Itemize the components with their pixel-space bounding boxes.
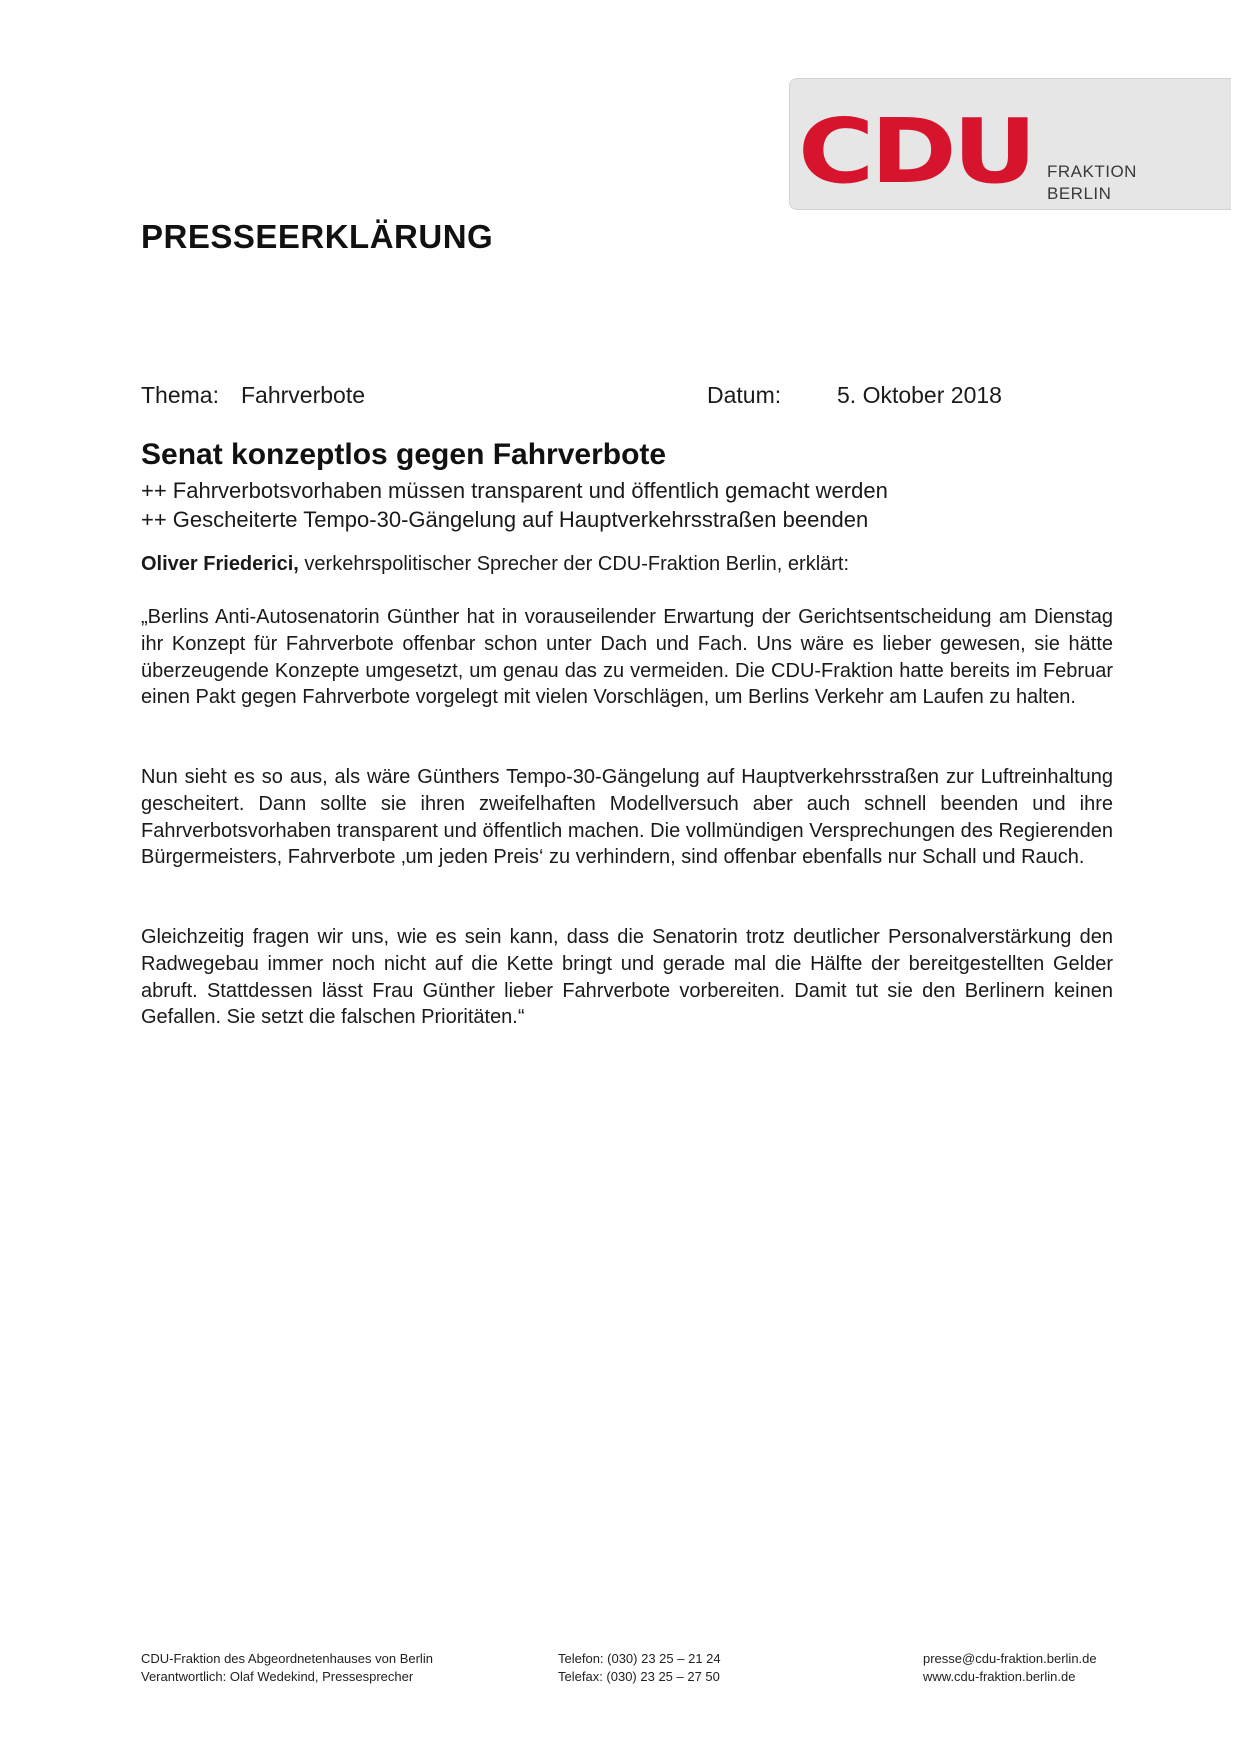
footer-organization [141, 1650, 433, 1686]
body-paragraph-1: „Berlins Anti-Autosenatorin Günther hat in vorauseilender Erwartung der Gerichtsentscheidung am Dienstag ihr Konzept für Fahrverbote offenbar schon unter Dach und Fach. Uns wäre es lieber gewesen, sie hätte überzeugende Konzepte umgesetzt, um genau das zu vermeiden. Die CDU-Fraktion hatte bereits im Februar einen Pakt gegen Fahrverbote vorgelegt mit vielen Vorschlägen, um Berlins Verkehr am Laufen zu halten. [141, 606, 1113, 709]
logo-subtitle [1047, 161, 1137, 205]
author-name: Oliver Friederici, [141, 553, 299, 575]
date-label: Datum: [707, 382, 782, 408]
topic-value: Fahrverbote [241, 382, 366, 408]
footer-responsible: Verantwortlich: Olaf Wedekind, Pressesprecher [141, 1669, 414, 1684]
footer-website-link[interactable]: www.cdu-fraktion.berlin.de [923, 1669, 1076, 1684]
cdu-fraktion-logo [789, 78, 1231, 210]
document-type-title: PRESSEERKLÄRUNG [141, 218, 494, 255]
footer-contact-online [923, 1650, 1097, 1686]
author-statement [141, 550, 849, 578]
logo-subtitle-line2: BERLIN [1047, 184, 1112, 203]
date-value: 5. Oktober 2018 [837, 382, 1002, 408]
footer-org-name: CDU-Fraktion des Abgeordnetenhauses von Berlin [141, 1651, 433, 1666]
topic-label: Thema: [141, 382, 219, 408]
footer-contact-phone [558, 1650, 721, 1686]
press-headline: Senat konzeptlos gegen Fahrverbote [141, 438, 667, 471]
footer-fax: Telefax: (030) 23 25 – 27 50 [558, 1669, 720, 1684]
logo-subtitle-line1: FRAKTION [1047, 162, 1137, 181]
subline-2: ++ Gescheiterte Tempo-30-Gängelung auf Hauptverkehrsstraßen beenden [141, 507, 869, 532]
footer-phone: Telefon: (030) 23 25 – 21 24 [558, 1651, 721, 1666]
body-paragraph-3: Gleichzeitig fragen wir uns, wie es sein kann, dass die Senatorin trotz deutlicher Personalverstärkung den Radwegebau immer noch nicht auf die Kette bringt und gerade mal die Hälfte der bereitgestellten Gelder abruft. Stattdessen lässt Frau Günther lieber Fahrverbote vorbereiten. Damit tut sie den Berlinern keinen Gefallen. Sie setzt die falschen Prioritäten.“ [141, 926, 1113, 1029]
body-paragraph-2: Nun sieht es so aus, als wäre Günthers Tempo-30-Gängelung auf Hauptverkehrsstraßen zur Luftreinhaltung gescheitert. Dann sollte sie ihren zweifelhaften Modellversuch aber auch schnell beenden und ihre Fahrverbotsvorhaben transparent und öffentlich machen. Die vollmündigen Versprechungen des Regierenden Bürgermeisters, Fahrverbote ‚um jeden Preis‘ zu verhindern, sind offenbar ebenfalls nur Schall und Rauch. [141, 766, 1113, 869]
logo-wordmark: CDU [798, 98, 1034, 204]
author-role: verkehrspolitischer Sprecher der CDU-Fraktion Berlin, erklärt: [298, 553, 850, 575]
subline-1: ++ Fahrverbotsvorhaben müssen transparent und öffentlich gemacht werden [141, 478, 888, 503]
footer-email-link[interactable]: presse@cdu-fraktion.berlin.de [923, 1651, 1097, 1666]
